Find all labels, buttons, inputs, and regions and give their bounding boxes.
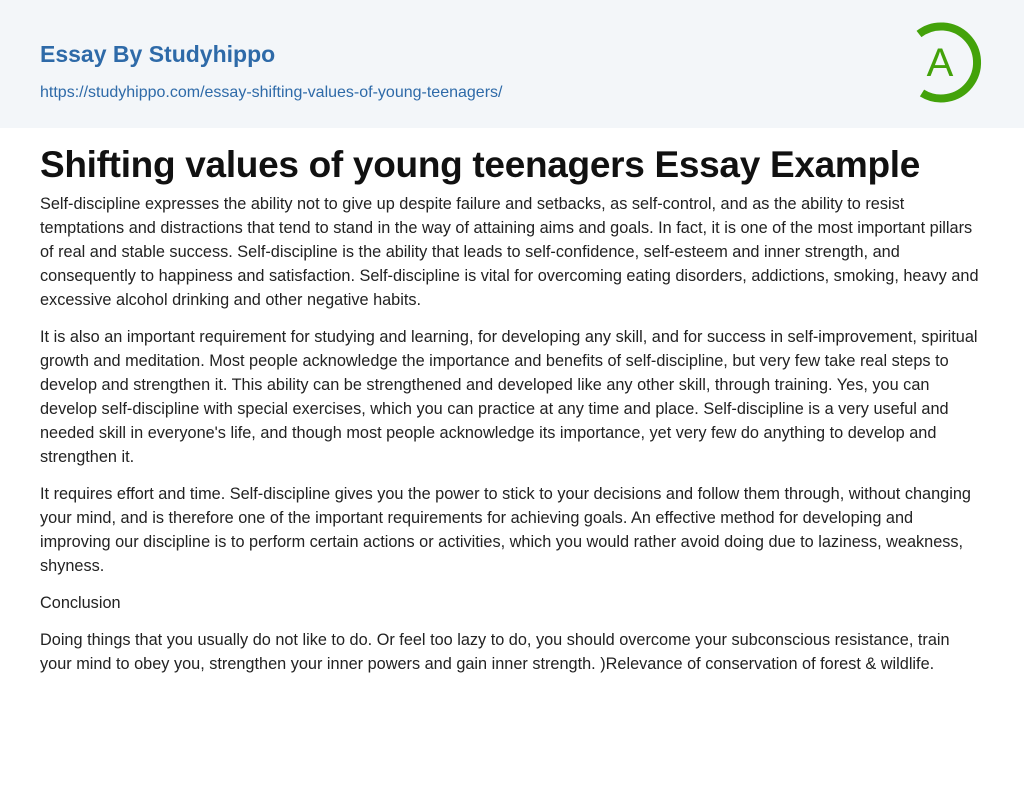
paragraph: Doing things that you usually do not like to do. Or feel too lazy to do, you should overcome your subconscious resistance, train your mind to obey you, strengthen your inner powers and gain inner strength. )Relevance of conservation of forest & wildlife. [40,631,950,673]
paragraph: It is also an important requirement for studying and learning, for developing any skill, and for success in self-improvement, spiritual growth and meditation. Most people acknowledge the importance and benefits of self-discipline, but very few take real steps to develop and strengthen it. This ability can be strengthened and developed like any other skill, through training. Yes, you can develop self-discipline with special exercises, which you can practice at any time and place. Self-discipline is a very useful and needed skill in everyone's life, and though most people acknowledge its importance, yet very few do anything to develop and strengthen it. [40,328,978,466]
paragraph: Self-discipline expresses the ability not to give up despite failure and setbacks, as self-control, and as the ability to resist temptations and distractions that tend to stand in the way of attaining aims and goals. In fact, it is one of the most important pillars of real and stable success. Self-discipline is the ability that leads to self-confidence, self-esteem and inner strength, and consequently to happiness and satisfaction. Self-discipline is vital for overcoming eating disorders, addictions, smoking, heavy and excessive alcohol drinking and other negative habits. [40,195,979,309]
essay-url-link[interactable]: https://studyhippo.com/essay-shifting-values-of-young-teenagers/ [40,84,503,101]
article [0,128,1024,676]
paragraph: It requires effort and time. Self-discipline gives you the power to stick to your decisions and follow them through, without changing your mind, and is therefore one of the important requirements for achieving goals. An effective method for developing and improving our discipline is to perform certain actions or activities, which you would rather avoid doing due to laziness, weakness, shyness. [40,485,971,575]
studyhippo-logo-icon[interactable] [900,14,996,110]
section-heading-conclusion: Conclusion [40,594,121,612]
site-header [0,0,1024,128]
article-title: Shifting values of young teenagers Essay Example [40,144,921,185]
logo-letter: A [926,41,954,85]
site-brand[interactable]: Essay By Studyhippo [40,41,276,67]
